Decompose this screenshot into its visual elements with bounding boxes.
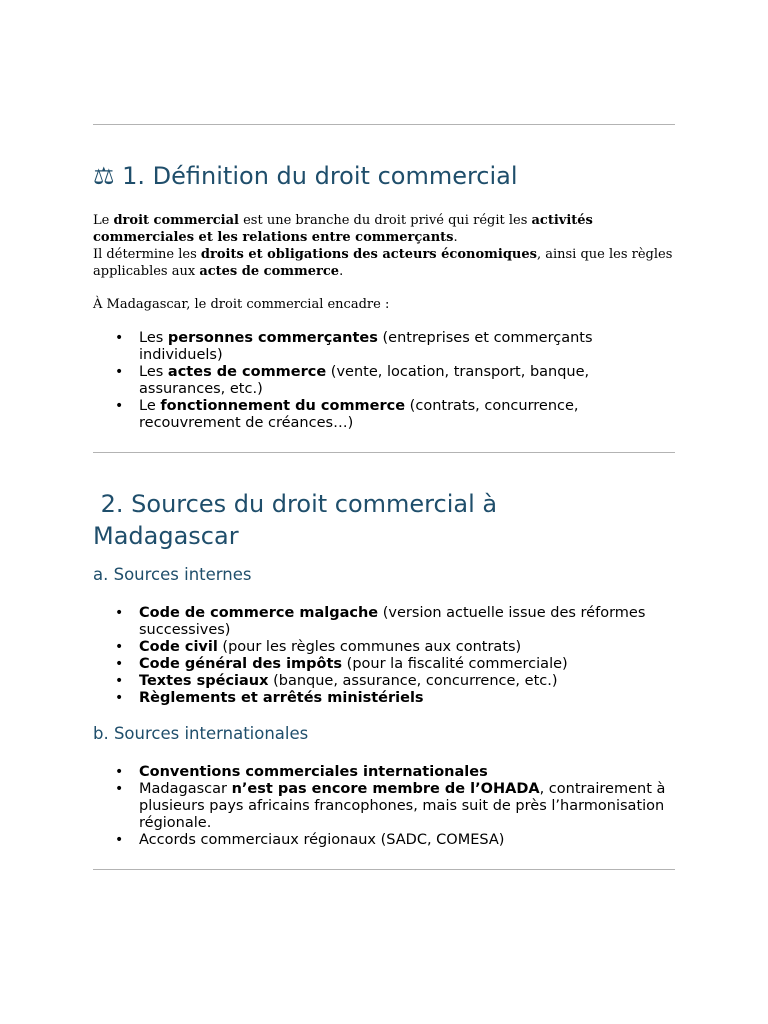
sources-internes-list xyxy=(93,605,675,707)
definition-paragraph: Le droit commercial est une branche du droit privé qui régit les activités commerciales et les relations entre commerçants. Il détermine les droits et obligations des acteurs économiques, ainsi que les règles applicables aux actes de commerce. xyxy=(93,213,673,279)
section-1-title: 1. Définition du droit commercial xyxy=(122,162,518,190)
list-item: • Les actes de commerce (vente, location, transport, banque, assurances, etc.) xyxy=(93,364,675,398)
list-item: • Madagascar n’est pas encore membre de l’OHADA, contrairement à plusieurs pays africains francophones, mais suit de près l’harmonisation régionale. xyxy=(93,781,675,832)
list-item: • Code civil (pour les règles communes aux contrats) xyxy=(93,639,675,656)
list-item: • Code de commerce malgache (version actuelle issue des réformes successives) xyxy=(93,605,675,639)
sources-internes-heading: a. Sources internes xyxy=(93,565,252,584)
section-1-bullet-list xyxy=(93,330,675,432)
balance-scale-icon: ⚖ xyxy=(93,162,115,190)
list-item: • Conventions commerciales internationales xyxy=(93,764,675,781)
section-2-heading: 2. Sources du droit commercial à Madagascar xyxy=(93,490,505,550)
divider-bottom xyxy=(93,869,675,870)
list-item: • Le fonctionnement du commerce (contrats, concurrence, recouvrement de créances…) xyxy=(93,398,675,432)
list-item: • Textes spéciaux (banque, assurance, concurrence, etc.) xyxy=(93,673,675,690)
madagascar-intro: À Madagascar, le droit commercial encadre : xyxy=(93,297,390,312)
divider-middle xyxy=(93,452,675,453)
sources-internationales-heading: b. Sources internationales xyxy=(93,724,309,743)
list-item: • Les personnes commerçantes (entreprises et commerçants individuels) xyxy=(93,330,675,364)
list-item: • Accords commerciaux régionaux (SADC, COMESA) xyxy=(93,832,675,849)
divider-top xyxy=(93,124,675,125)
section-1-heading xyxy=(93,160,675,192)
list-item: • Règlements et arrêtés ministériels xyxy=(93,690,675,707)
sources-internationales-list xyxy=(93,764,675,849)
list-item: • Code général des impôts (pour la fiscalité commerciale) xyxy=(93,656,675,673)
